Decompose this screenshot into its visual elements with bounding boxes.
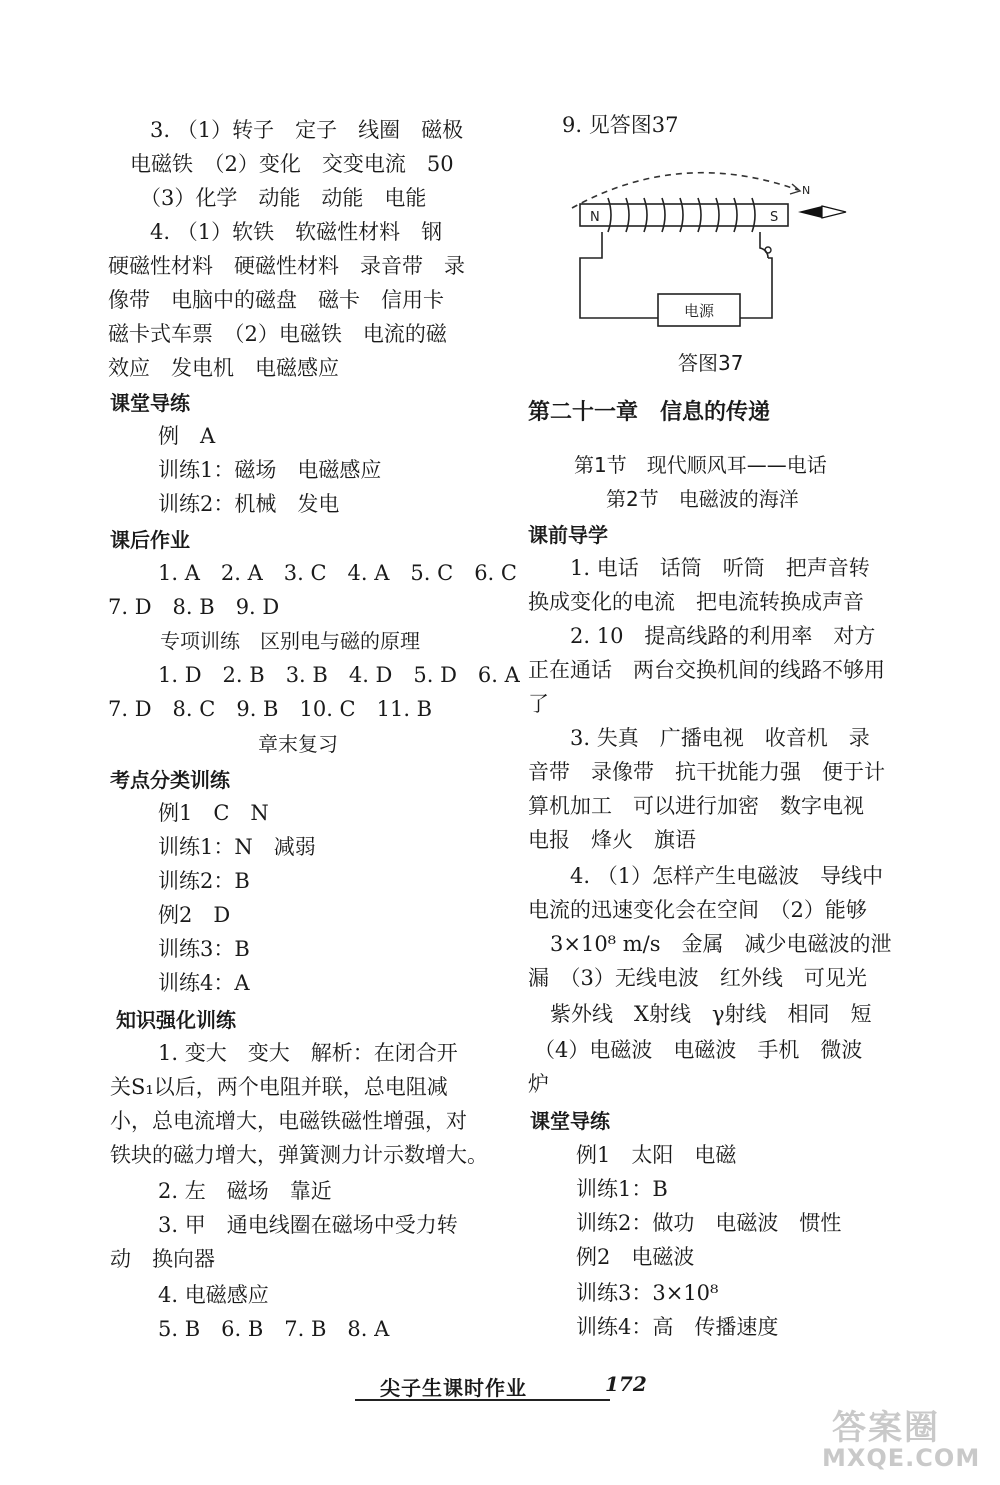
- text-line: 紫外线 X射线 γ射线 相同 短: [550, 1002, 872, 1026]
- footer-book-title: 尖子生课时作业: [380, 1376, 527, 1400]
- compass-needle-light: [822, 206, 846, 218]
- text-line: 5. B 6. B 7. B 8. A: [158, 1317, 390, 1341]
- text-line: 磁卡式车票 （2）电磁铁 电流的磁: [108, 322, 447, 346]
- watermark-bottom-text: MXQE.COM: [822, 1444, 981, 1472]
- section-heading: 课前导学: [528, 523, 608, 547]
- text-line: 电流的迅速变化会在空间 （2）能够: [528, 898, 867, 922]
- text-line: 例1 太阳 电磁: [576, 1143, 737, 1167]
- subsection-title: 第1节 现代顺风耳——电话: [574, 453, 827, 477]
- text-line: 1. A 2. A 3. C 4. A 5. C 6. C: [158, 561, 517, 585]
- text-line: 1. 变大 变大 解析：在闭合开: [158, 1041, 458, 1065]
- text-line: 硬磁性材料 硬磁性材料 录音带 录: [108, 254, 465, 278]
- text-line: 炉: [528, 1072, 549, 1096]
- chapter-title: 第二十一章 信息的传递: [528, 400, 771, 425]
- text-line: 9. 见答图37: [562, 113, 679, 137]
- text-line: 7. D 8. C 9. B 10. C 11. B: [108, 697, 433, 721]
- text-line: 漏 （3）无线电波 红外线 可见光: [528, 966, 867, 990]
- figure-caption: 答图37: [678, 351, 744, 375]
- text-line: 训练2：B: [158, 869, 250, 893]
- text-line: 例 A: [158, 424, 216, 448]
- section-heading: 考点分类训练: [110, 768, 230, 792]
- subsection-title: 专项训练 区别电与磁的原理: [160, 629, 420, 653]
- section-heading: 课堂导练: [110, 391, 190, 415]
- text-line: 4. （1）软铁 软磁性材料 钢: [150, 220, 443, 244]
- text-line: 训练3：3×10⁸: [576, 1281, 719, 1305]
- watermark-logo: [822, 1400, 992, 1480]
- text-line: 训练2：机械 发电: [158, 492, 340, 516]
- compass-needle-dark: [798, 206, 822, 218]
- text-line: 7. D 8. B 9. D: [108, 595, 280, 619]
- text-line: 训练1：磁场 电磁感应: [158, 458, 382, 482]
- text-line: 4. （1）怎样产生电磁波 导线中: [570, 864, 884, 888]
- section-heading: 知识强化训练: [116, 1008, 236, 1032]
- coil: [608, 198, 755, 232]
- power-supply-label: 电源: [683, 302, 715, 320]
- text-line: 动 换向器: [110, 1247, 215, 1271]
- text-line: 小，总电流增大，电磁铁磁性增强，对: [110, 1109, 467, 1133]
- terminal: [765, 247, 771, 253]
- text-line: 例2 电磁波: [576, 1245, 695, 1269]
- text-line: 训练4：A: [158, 971, 250, 995]
- text-line: 正在通话 两台交换机间的线路不够用: [528, 658, 885, 682]
- text-line: 2. 10 提高线路的利用率 对方: [570, 624, 876, 648]
- text-line: 3. 甲 通电线圈在磁场中受力转: [158, 1213, 458, 1237]
- text-line: 训练3：B: [158, 937, 250, 961]
- text-line: 3×10⁸ m/s 金属 减少电磁波的泄: [550, 932, 892, 956]
- subsection-title: 第2节 电磁波的海洋: [606, 487, 799, 511]
- text-line: 训练2：做功 电磁波 惯性: [576, 1211, 842, 1235]
- text-line: 电报 烽火 旗语: [528, 828, 696, 852]
- text-line: 关S₁以后，两个电阻并联，总电阻减: [110, 1075, 448, 1099]
- compass-label-n: N: [802, 184, 811, 197]
- footer-rule: [355, 1399, 610, 1401]
- pole-label-s: S: [770, 210, 779, 225]
- solenoid-diagram: [560, 168, 860, 368]
- text-line: 1. D 2. B 3. B 4. D 5. D 6. A: [158, 663, 520, 687]
- text-line: 训练4：高 传播速度: [576, 1315, 779, 1339]
- text-line: 例1 C N: [158, 801, 269, 825]
- pole-label-n: N: [590, 210, 600, 225]
- text-line: （3）化学 动能 动能 电能: [140, 186, 427, 210]
- text-line: 例2 D: [158, 903, 231, 927]
- text-line: 像带 电脑中的磁盘 磁卡 信用卡: [108, 288, 444, 312]
- subsection-title: 章末复习: [258, 732, 338, 756]
- text-line: 换成变化的电流 把电流转换成声音: [528, 590, 864, 614]
- text-line: 音带 录像带 抗干扰能力强 便于计: [528, 760, 885, 784]
- text-line: 电磁铁 （2）变化 交变电流 50: [130, 152, 454, 176]
- field-line: [572, 173, 798, 208]
- text-line: 铁块的磁力增大，弹簧测力计示数增大。: [110, 1143, 488, 1167]
- solenoid-diagram-svg: [560, 168, 860, 368]
- text-line: 训练1：N 减弱: [158, 835, 316, 859]
- section-heading: 课堂导练: [530, 1109, 610, 1133]
- text-line: 2. 左 磁场 靠近: [158, 1179, 332, 1203]
- text-line: 效应 发电机 电磁感应: [108, 356, 339, 380]
- text-line: 算机加工 可以进行加密 数字电视: [528, 794, 864, 818]
- text-line: 了: [528, 692, 549, 716]
- text-line: 3. （1）转子 定子 线圈 磁极: [150, 118, 464, 142]
- text-line: 4. 电磁感应: [158, 1283, 269, 1307]
- text-line: 训练1：B: [576, 1177, 668, 1201]
- section-heading: 课后作业: [110, 528, 190, 552]
- text-line: （4）电磁波 电磁波 手机 微波: [534, 1038, 863, 1062]
- page-number: 172: [605, 1372, 647, 1396]
- watermark-top-text: 答案圈: [832, 1408, 940, 1448]
- text-line: 1. 电话 话筒 听筒 把声音转: [570, 556, 870, 580]
- text-line: 3. 失真 广播电视 收音机 录: [570, 726, 870, 750]
